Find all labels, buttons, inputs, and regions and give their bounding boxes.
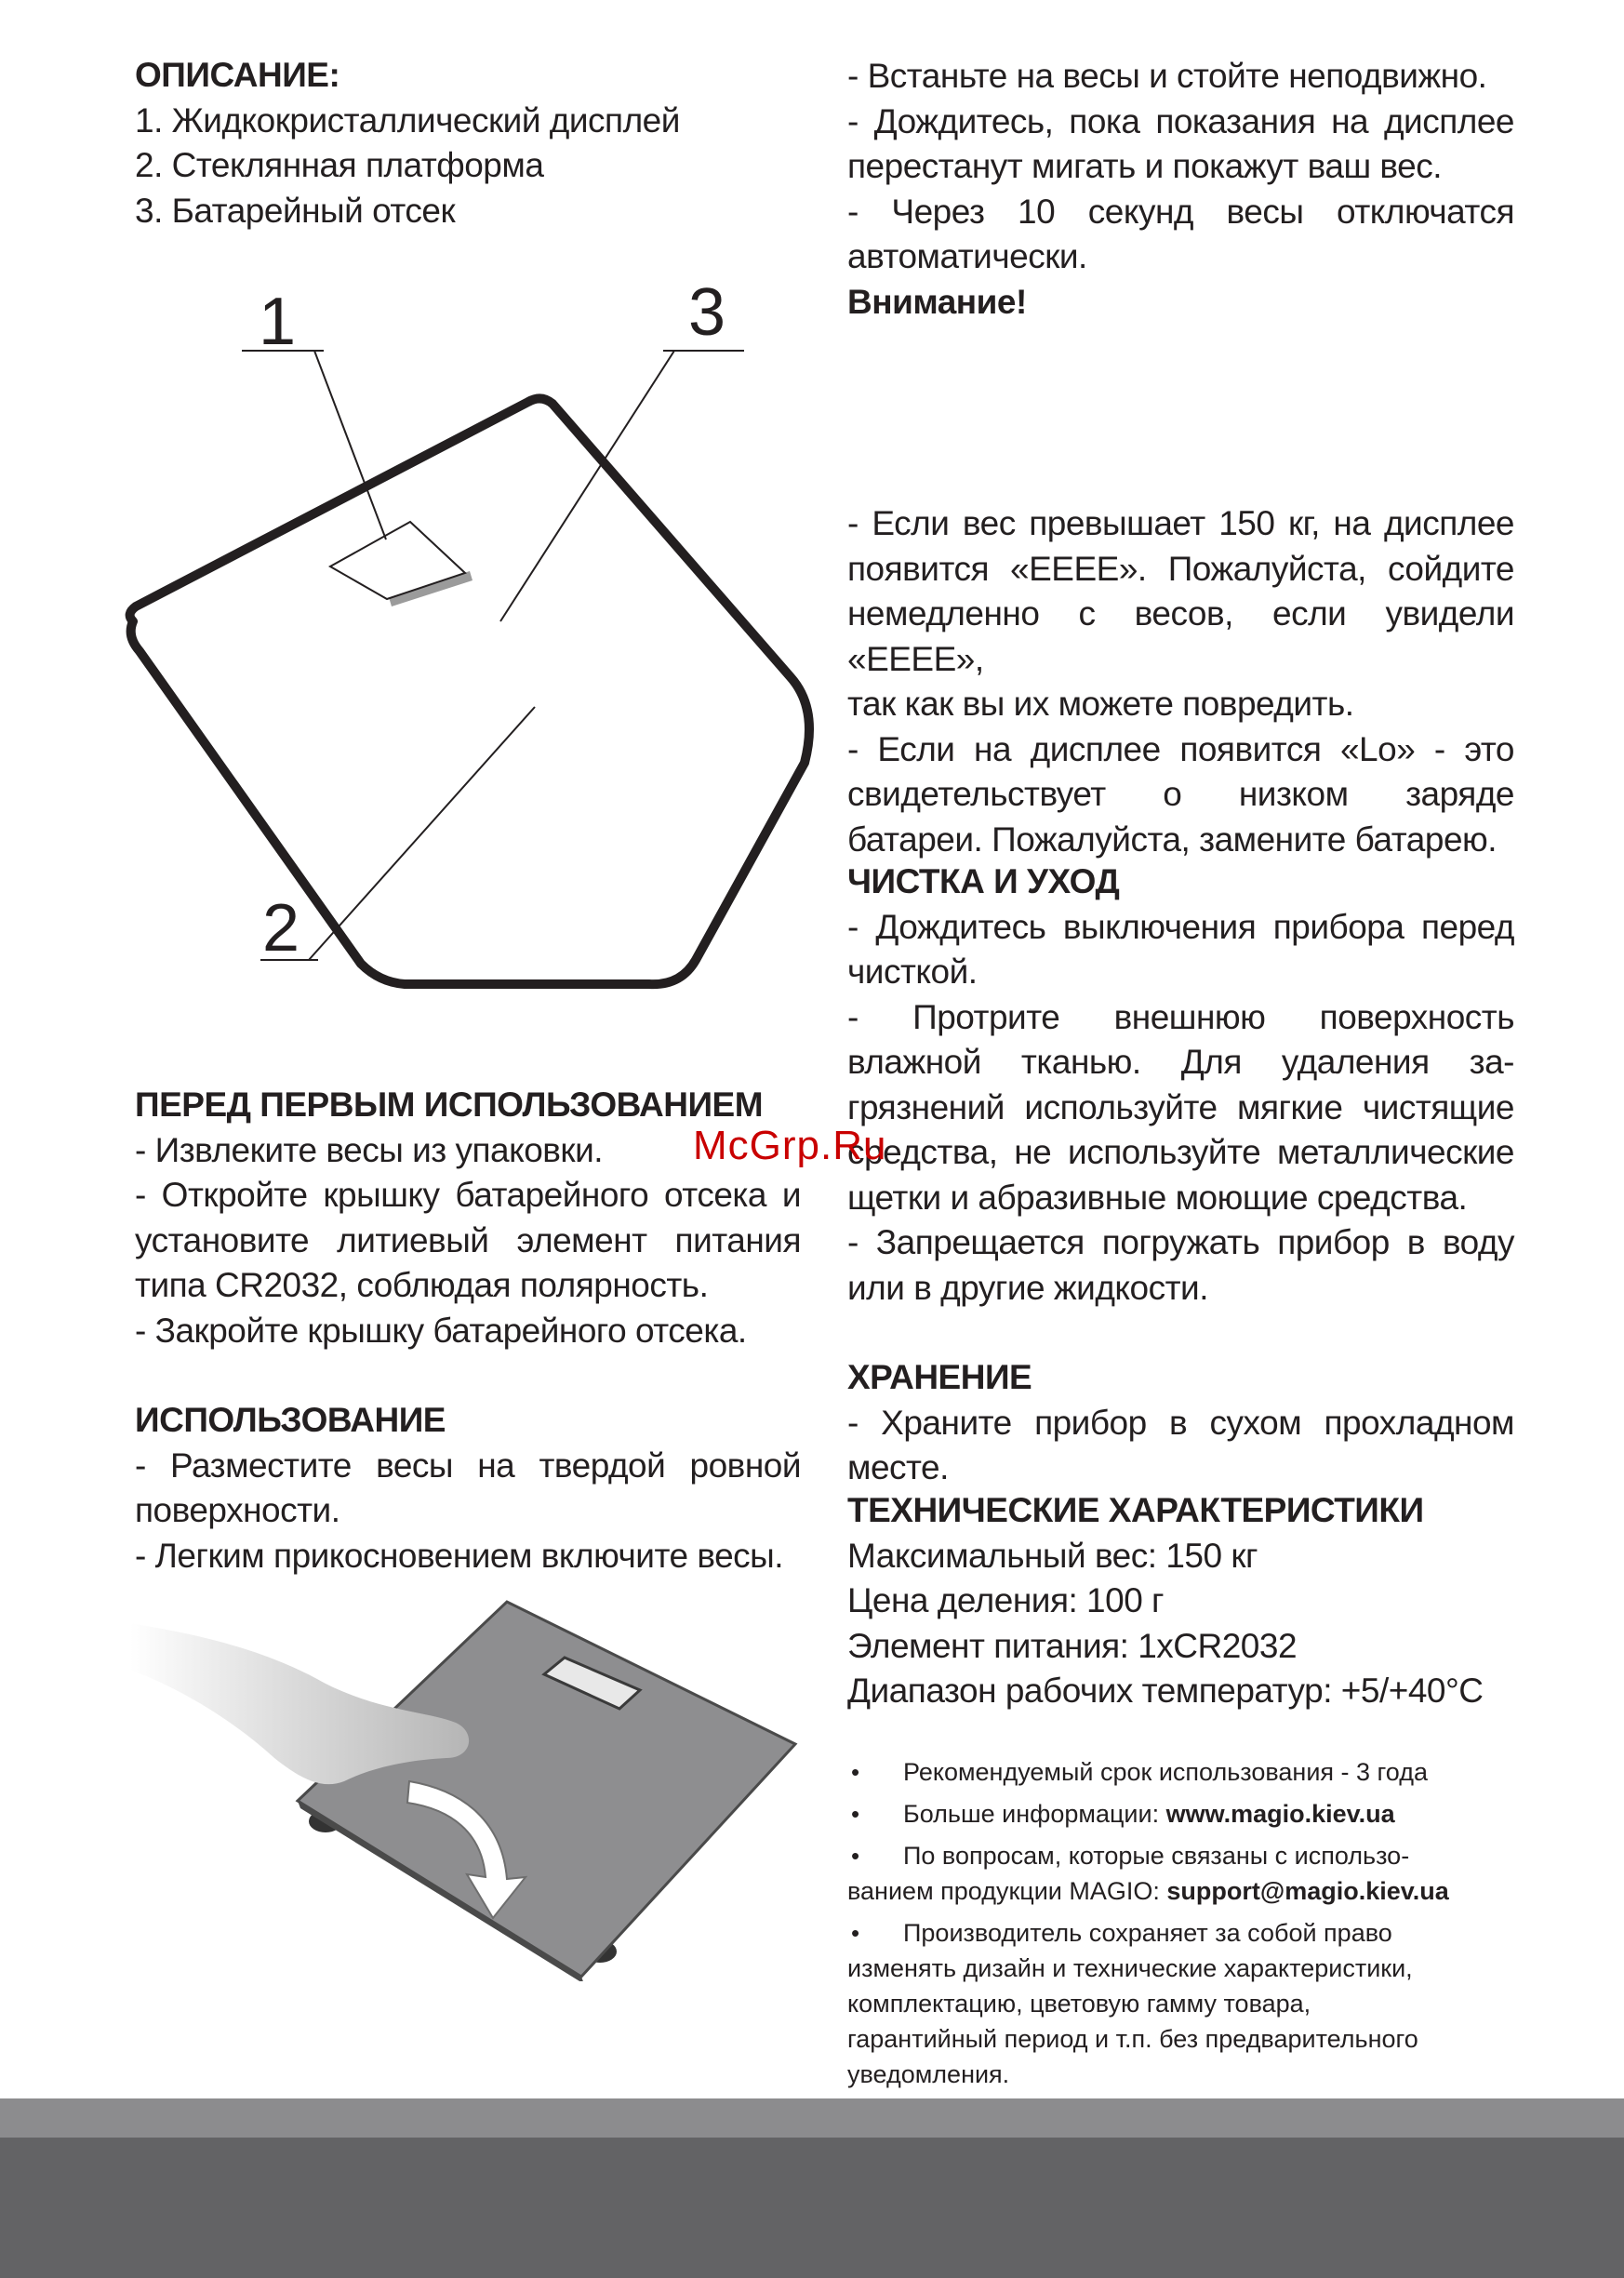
note-manufacturer-line: уведомления.	[847, 2060, 1010, 2088]
cleaning-line: средства, не используйте металлические	[847, 1133, 1514, 1171]
leader-line-2	[309, 707, 535, 960]
storage-heading: ХРАНЕНИЕ	[847, 1358, 1032, 1396]
cleaning-heading: ЧИСТКА И УХОД	[847, 862, 1120, 900]
spec-battery: Элемент питания: 1xCR2032	[847, 1626, 1298, 1665]
before-first-use-heading: ПЕРЕД ПЕРВЫМ ИСПОЛЬЗОВАНИЕМ	[135, 1086, 764, 1124]
attention-line: так как вы их можете повредить.	[847, 685, 1354, 723]
usage-line: - Легким прикосновением включите весы.	[135, 1536, 784, 1575]
description-heading: ОПИСАНИЕ:	[135, 56, 340, 94]
label-3: 3	[688, 279, 726, 350]
cleaning-line: - Протрите внешнюю поверхность	[847, 997, 1514, 1036]
footer-band-dark	[0, 2138, 1624, 2278]
cleaning-line: или в другие жидкости.	[847, 1268, 1208, 1307]
platform-outline	[130, 398, 809, 984]
cleaning-line: чисткой.	[847, 952, 978, 991]
description-section	[135, 53, 801, 233]
support-email-link[interactable]: support@magio.kiev.ua	[1166, 1877, 1449, 1905]
note-manufacturer-line: комплектацию, цветовую гамму товара,	[847, 1990, 1311, 2018]
attention-line: немедленно с весов, если увидели «EEEE»,	[847, 594, 1514, 678]
before-line: типа CR2032, соблюдая полярность.	[135, 1266, 709, 1304]
cleaning-line: влажной тканью. Для удаления за-	[847, 1043, 1514, 1081]
spec-division: Цена деления: 100 г	[847, 1581, 1165, 1619]
cleaning-line: щетки и абразивные моющие средства.	[847, 1178, 1468, 1217]
specs-section	[847, 1488, 1514, 1714]
before-line: - Закройте крышку батарейного отсека.	[135, 1311, 747, 1350]
before-line: - Откройте крышку батарейного отсека и	[135, 1176, 801, 1214]
attention-section	[847, 501, 1514, 862]
storage-line: месте.	[847, 1448, 949, 1486]
bullet-icon: •	[851, 1758, 860, 1786]
note-manufacturer-line: изменять дизайн и технические характеристики,	[847, 1954, 1413, 1982]
usage-cont-line: - Дождитесь, пока показания на дисплее	[847, 101, 1514, 140]
cleaning-line: грязнений используйте мягкие чистящие	[847, 1087, 1514, 1126]
leader-line-3	[500, 351, 674, 621]
usage-cont-line: - Через 10 секунд весы отключатся	[847, 192, 1514, 231]
notes-section	[847, 1754, 1514, 2092]
footer-band-light	[0, 2098, 1624, 2138]
attention-line: свидетельствует о низком заряде	[847, 775, 1514, 813]
attention-line: появится «EEEE». Пожалуйста, сойдите	[847, 549, 1514, 588]
label-1: 1	[259, 285, 297, 359]
label-2: 2	[262, 891, 300, 966]
specs-heading: ТЕХНИЧЕСКИЕ ХАРАКТЕРИСТИКИ	[847, 1491, 1424, 1529]
usage-line: поверхности.	[135, 1491, 340, 1529]
usage-cont-line: - Встаньте на весы и стойте неподвижно.	[847, 57, 1487, 95]
note-lifetime: • Рекомендуемый срок использования - 3 года	[847, 1754, 1514, 1790]
bullet-icon: •	[851, 1842, 860, 1870]
attention-heading: Внимание!	[847, 282, 1027, 321]
description-item-1: 1. Жидкокристаллический дисплей	[135, 100, 680, 140]
note-support-line2: ванием продукции MAGIO: support@magio.kiev.ua	[847, 1877, 1449, 1905]
watermark: McGrp.Ru	[693, 1123, 887, 1168]
usage-section	[135, 1398, 801, 1579]
bullet-icon: •	[851, 1800, 860, 1828]
usage-continued-section	[847, 54, 1514, 325]
scale-platform	[298, 1602, 795, 1977]
spec-temperature: Диапазон рабочих температур: +5/+40°C	[847, 1672, 1484, 1710]
attention-line: батареи. Пожалуйста, замените батарею.	[847, 819, 1498, 859]
note-more-info: • Больше информации: www.magio.kiev.ua	[847, 1796, 1514, 1832]
attention-line: - Если на дисплее появится «Lo» - это	[847, 729, 1514, 768]
scale-diagram	[112, 279, 819, 1005]
description-item-3: 3. Батарейный отсек	[135, 191, 456, 230]
storage-line: - Храните прибор в сухом прохладном	[847, 1403, 1514, 1442]
foot-on-scale-illustration	[130, 1581, 800, 1981]
before-line: установите литиевый элемент питания	[135, 1220, 801, 1259]
attention-line: - Если вес превышает 150 кг, на дисплее	[847, 504, 1514, 542]
spec-max-weight: Максимальный вес: 150 кг	[847, 1536, 1258, 1575]
usage-cont-line: перестанут мигать и покажут ваш вес.	[847, 147, 1443, 185]
website-link[interactable]: www.magio.kiev.ua	[1165, 1800, 1395, 1828]
description-item-2: 2. Стеклянная платформа	[135, 146, 544, 184]
usage-cont-line: автоматически.	[847, 237, 1087, 275]
note-manufacturer-line: гарантийный период и т.п. без предварительного	[847, 2025, 1418, 2053]
cleaning-section	[847, 859, 1514, 1311]
storage-section	[847, 1355, 1514, 1491]
note-manufacturer: • Производитель сохраняет за собой право	[847, 1915, 1514, 1951]
bullet-icon: •	[851, 1919, 860, 1947]
usage-line: - Разместите весы на твердой ровной	[135, 1445, 801, 1485]
cleaning-line: - Запрещается погружать прибор в воду	[847, 1223, 1514, 1261]
note-support: • По вопросам, которые связаны с использо-	[847, 1838, 1514, 1873]
before-line: - Извлеките весы из упаковки.	[135, 1130, 604, 1169]
usage-heading: ИСПОЛЬЗОВАНИЕ	[135, 1401, 446, 1439]
cleaning-line: - Дождитесь выключения прибора перед	[847, 907, 1514, 946]
